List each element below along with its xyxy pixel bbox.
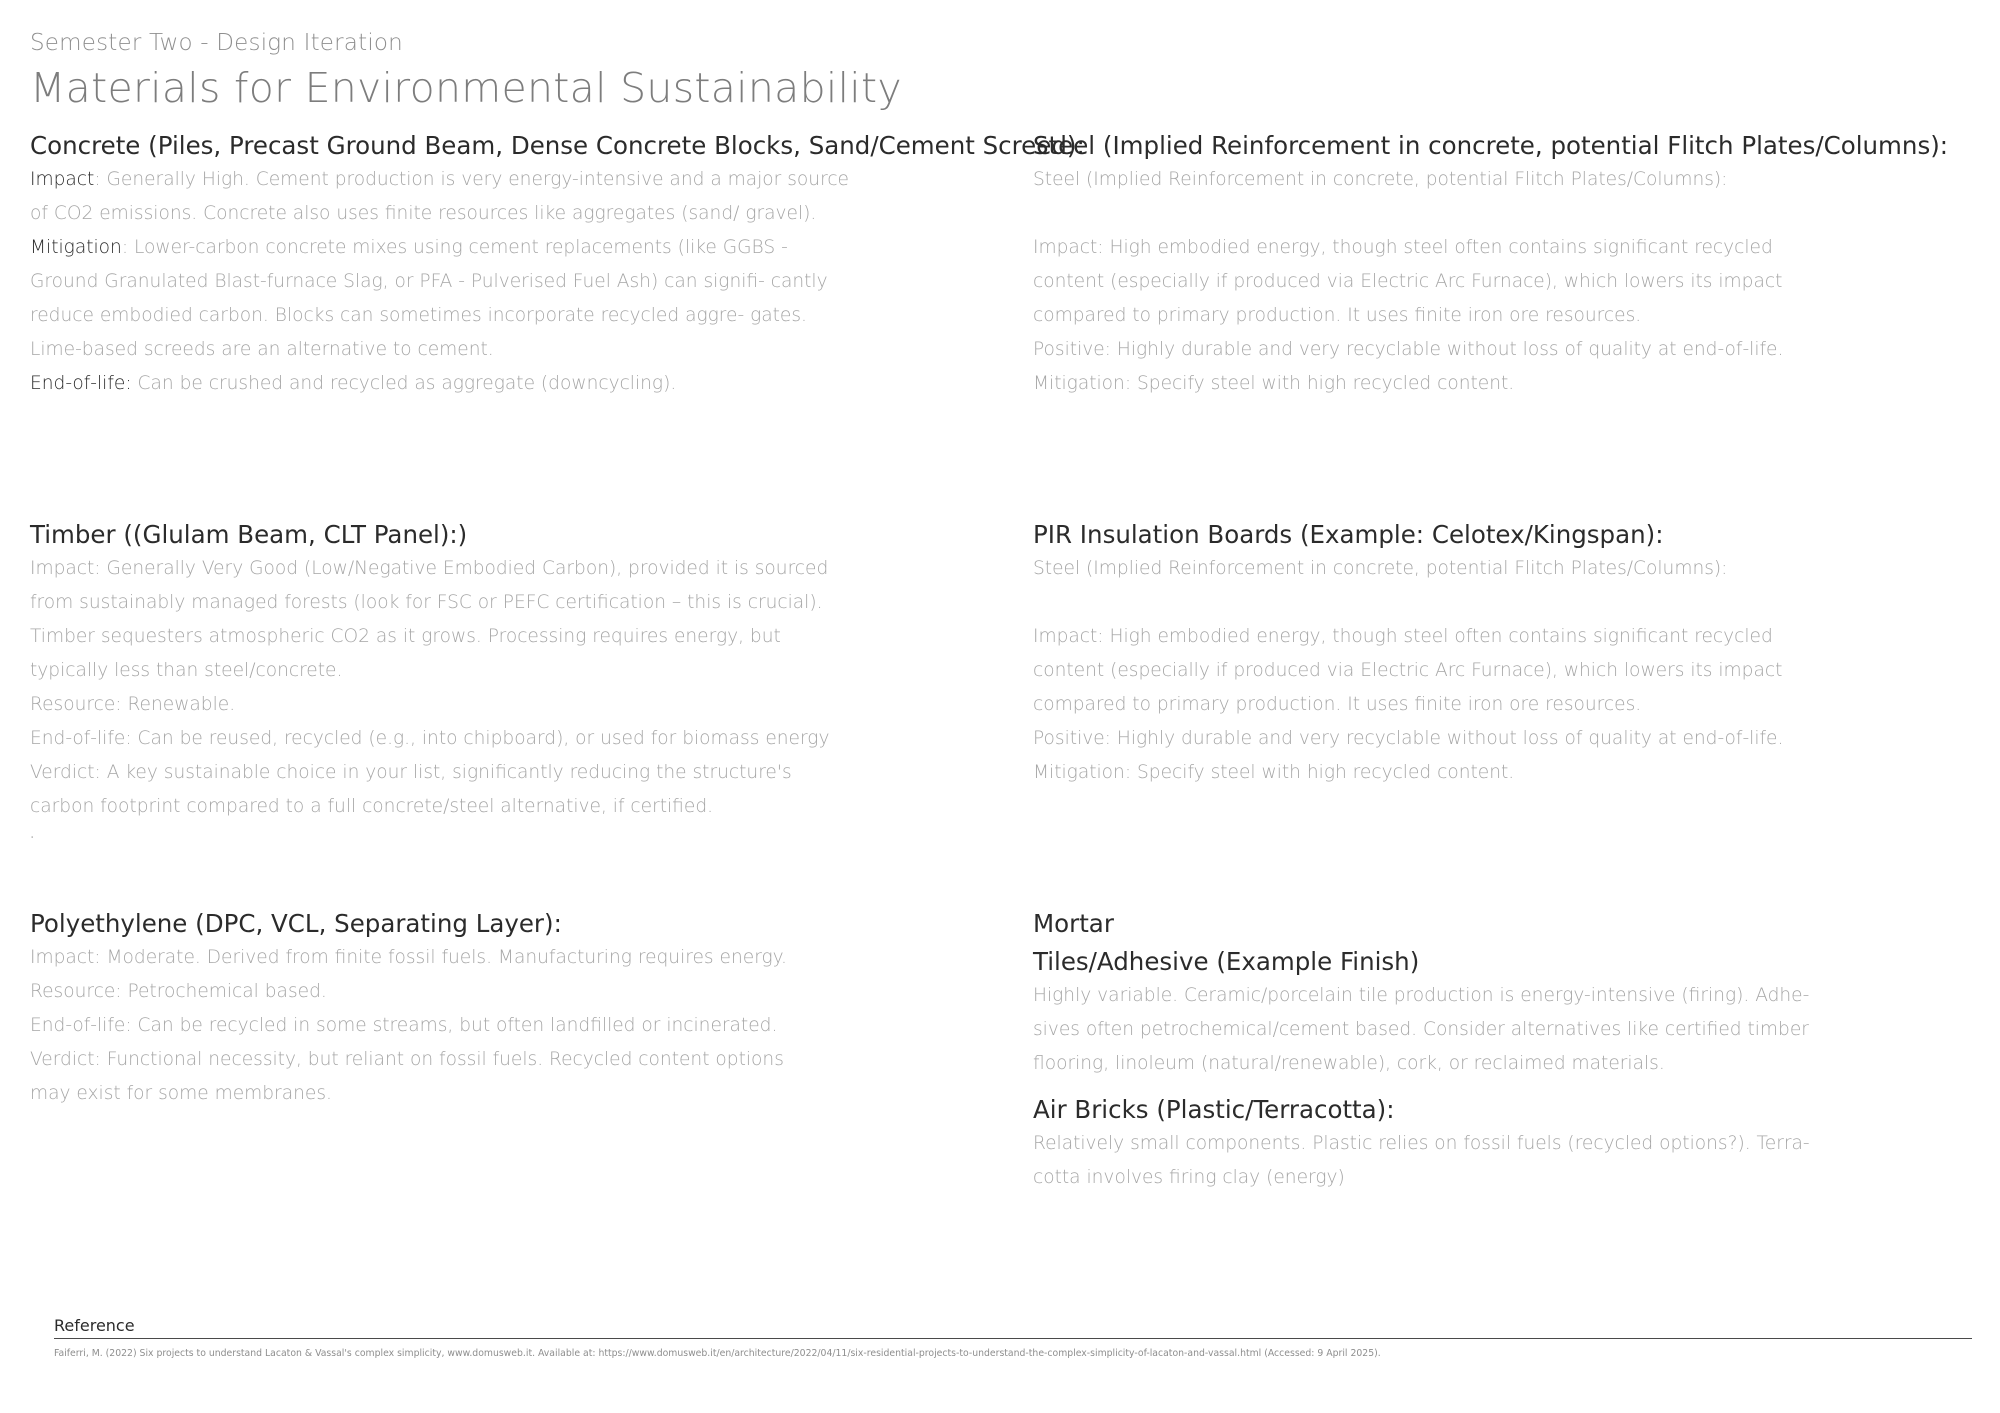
spacer [1033,197,1823,231]
timber-verdict: Verdict: A key sustainable choice in your list, significantly reducing the structure's carbon footprint compared to a full concrete/steel alternative, if certified. [30,762,792,817]
page-title: Materials for Environmental Sustainability [30,64,902,112]
spacer [1033,586,1823,620]
page-subtitle: Semester Two - Design Iteration [30,30,403,56]
steel-mitigation: Mitigation: Specify steel with high recycled content. [1033,373,1515,394]
concrete-impact-label: Impact [30,169,95,190]
polyethylene-section [30,907,830,1111]
steel-positive: Positive: Highly durable and very recyclable without loss of quality at end-of-life. [1033,339,1784,360]
polyethylene-verdict: Verdict: Functional necessity, but reliant on fossil fuels. Recycled content options may exist for some membranes. [30,1049,784,1104]
concrete-mitigation-label: Mitigation [30,237,122,258]
timber-impact: Impact: Generally Very Good (Low/Negative Embodied Carbon), provided it is sourced from sustainably managed forests (look for FSC or PEFC certification – this is crucial). Timber sequesters atmospheric CO2 as it grows. Processing requires energy, but typically less than steel/concrete. [30,558,829,681]
polyethylene-eol: End-of-life: Can be recycled in some streams, but often landfilled or incinerated. [30,1015,778,1036]
timber-eol: End-of-life: Can be reused, recycled (e.g., into chipboard), or used for biomass energy [30,728,830,749]
polyethylene-impact: Impact: Moderate. Derived from finite fossil fuels. Manufacturing requires energy. [30,947,787,968]
air-bricks-text: Relatively small components. Plastic relies on fossil fuels (recycled options?). Terra- cotta involves firing clay (energy) [1033,1133,1810,1188]
pir-impact: Impact: High embodied energy, though steel often contains significant recycled content (especially if produced via Electric Arc Furnace), which lowers its impact compared to primary production. It uses finite iron ore resources. [1033,626,1783,715]
concrete-impact [30,163,860,231]
concrete-impact-text: : Generally High. Cement production is very energy-intensive and a major source of CO2 emissions. Concrete also uses finite resources like aggregates (sand/ gravel). [30,169,849,224]
timber-resource: Resource: Renewable. [30,694,236,715]
mortar-section [1033,907,1833,1195]
pir-positive: Positive: Highly durable and very recyclable without loss of quality at end-of-life. [1033,728,1784,749]
concrete-mitigation [30,231,860,367]
polyethylene-heading: Polyethylene (DPC, VCL, Separating Layer): [30,909,562,938]
steel-section [1033,129,1949,401]
mortar-heading: Mortar [1033,909,1114,938]
timber-heading: Timber ((Glulam Beam, CLT Panel):) [30,520,468,549]
tiles-heading: Tiles/Adhesive (Example Finish) [1033,947,1420,976]
pir-intro: Steel (Implied Reinforcement in concrete, potential Flitch Plates/Columns): [1033,558,1728,579]
concrete-mitigation-text: : Lower-carbon concrete mixes using cement replacements (like GGBS - Ground Granulated Blast-furnace Slag, or PFA - Pulverised Fuel Ash) can signifi- cantly reduce embodied carbon. Blocks can sometimes incorporate recycled aggre- gates. Lime-based screeds are an alternative to cement. [30,237,828,360]
air-bricks-heading: Air Bricks (Plastic/Terracotta): [1033,1095,1395,1124]
reference-divider [54,1338,1972,1339]
concrete-eol-label: End-of-life: [30,373,132,394]
timber-section [30,518,860,844]
timber-dot: . [30,826,35,842]
pir-section [1033,518,1823,790]
tiles-text: Highly variable. Ceramic/porcelain tile production is energy-intensive (firing). Adhe- sives often petrochemical/cement based. Consider alternatives like certified timber flooring, linoleum (natural/renewable), cork, or reclaimed materials. [1033,985,1810,1074]
pir-heading: PIR Insulation Boards (Example: Celotex/Kingspan): [1033,520,1664,549]
concrete-eol [30,367,860,401]
polyethylene-resource: Resource: Petrochemical based. [30,981,327,1002]
reference-label: Reference [54,1316,135,1335]
steel-heading: Steel (Implied Reinforcement in concrete, potential Flitch Plates/Columns): [1033,131,1949,160]
pir-mitigation: Mitigation: Specify steel with high recycled content. [1033,762,1515,783]
concrete-eol-text: Can be crushed and recycled as aggregate (downcycling). [131,373,677,394]
spacer [1033,1081,1833,1093]
steel-impact: Impact: High embodied energy, though steel often contains significant recycled content (especially if produced via Electric Arc Furnace), which lowers its impact compared to primary production. It uses finite iron ore resources. [1033,237,1783,326]
concrete-section [30,129,1085,401]
steel-intro: Steel (Implied Reinforcement in concrete, potential Flitch Plates/Columns): [1033,169,1728,190]
concrete-heading: Concrete (Piles, Precast Ground Beam, Dense Concrete Blocks, Sand/Cement Screed): [30,131,1085,160]
reference-text: Faiferri, M. (2022) Six projects to understand Lacaton & Vassal's complex simplicity, www.domusweb.it. Available at: https://www.domusweb.it/en/architecture/2022/04/11/six-residential-projects-to-understand-the-complex-simplicity-of-lacaton-and-vassal.html (Accessed: 9 April 2025). [54,1348,1381,1359]
